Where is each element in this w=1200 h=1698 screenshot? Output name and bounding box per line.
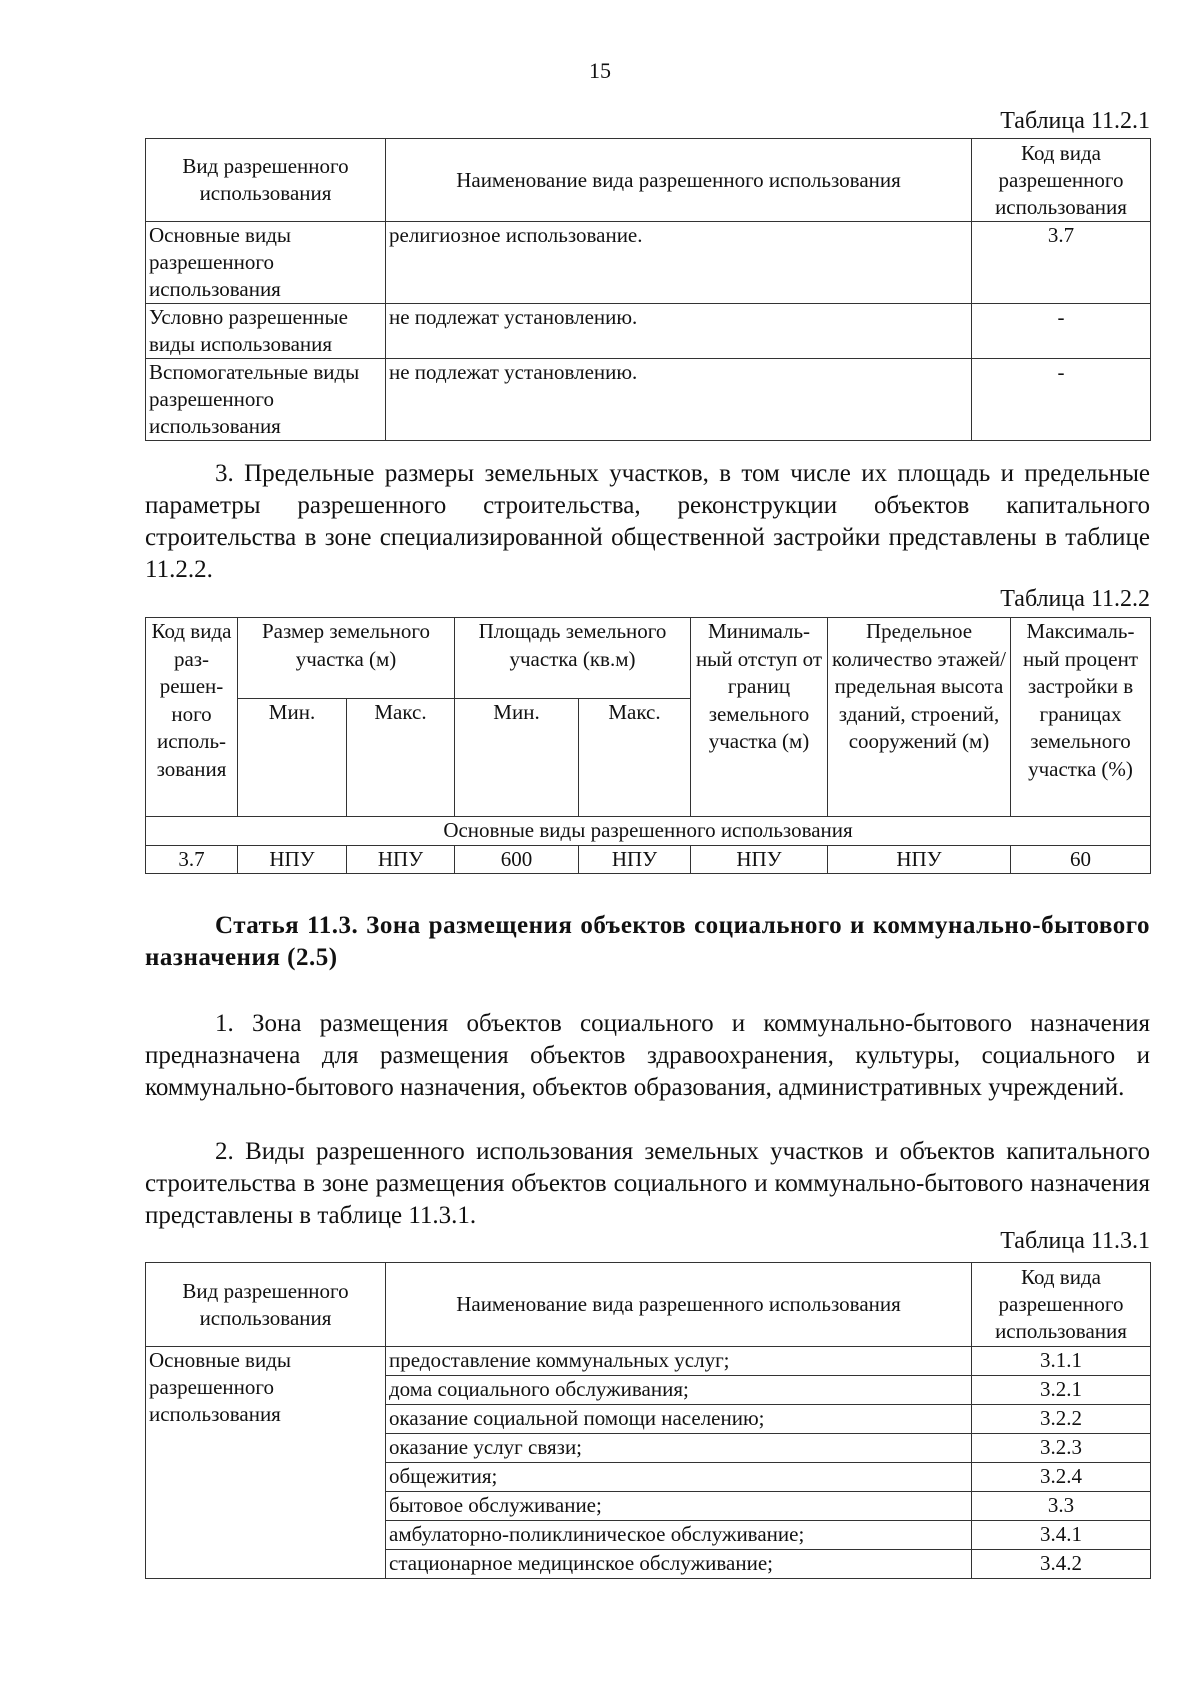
name-cell: дома социального обслуживания; bbox=[386, 1376, 972, 1405]
code-cell: - bbox=[972, 359, 1151, 441]
cell: 60 bbox=[1011, 845, 1151, 874]
kind-cell: Условно разрешенные виды использования bbox=[146, 304, 386, 359]
cell: 600 bbox=[455, 845, 579, 874]
name-cell: оказание социальной помощи населению; bbox=[386, 1405, 972, 1434]
code-cell: 3.2.4 bbox=[972, 1463, 1151, 1492]
name-cell: предоставление коммунальных услуг; bbox=[386, 1347, 972, 1376]
header-cell: Вид разрешенного использования bbox=[146, 1263, 386, 1347]
code-cell: - bbox=[972, 304, 1151, 359]
header-max: Макс. bbox=[579, 699, 691, 817]
code-cell: 3.7 bbox=[972, 222, 1151, 304]
header-percent: Максималь-ный процент застройки в границах земельного участка (%) bbox=[1011, 618, 1151, 817]
cell: НПУ bbox=[347, 845, 455, 874]
paragraph-1: 1. Зона размещения объектов социального и коммунально-бытового назначения предназначена для размещения объектов здравоохранения, культуры, социального и коммунально-бытового назначения, объектов образования, административных учреждений. bbox=[145, 1010, 1150, 1101]
table-caption: Таблица 11.3.1 bbox=[1000, 1228, 1150, 1254]
code-cell: 3.1.1 bbox=[972, 1347, 1151, 1376]
table-row bbox=[146, 1347, 1151, 1376]
kind-cell: Вспомогательные виды разрешенного использования bbox=[146, 359, 386, 441]
section-row: Основные виды разрешенного использования bbox=[146, 817, 1151, 846]
table-row bbox=[146, 222, 1151, 304]
table-11-2-1 bbox=[145, 138, 1151, 441]
header-cell: Код вида разрешенного использования bbox=[972, 1263, 1151, 1347]
article-heading: Статья 11.3. Зона размещения объектов социального и коммунально-бытового назначения (2.5) bbox=[145, 912, 1150, 971]
name-cell: религиозное использование. bbox=[386, 222, 972, 304]
header-min: Мин. bbox=[238, 699, 347, 817]
header-cell: Наименование вида разрешенного использования bbox=[386, 139, 972, 222]
header-area: Площадь земельного участка (кв.м) bbox=[455, 618, 691, 699]
header-size: Размер земельного участка (м) bbox=[238, 618, 455, 699]
table-caption: Таблица 11.2.1 bbox=[1000, 108, 1150, 134]
paragraph-2: 2. Виды разрешенного использования земельных участков и объектов капитального строительства в зоне размещения объектов социального и коммунально-бытового назначения представлены в таблице 11.3.1. bbox=[145, 1138, 1150, 1229]
name-cell: оказание услуг связи; bbox=[386, 1434, 972, 1463]
paragraph-3: 3. Предельные размеры земельных участков, в том числе их площадь и предельные параметры разрешенного строительства, реконструкции объектов капитального строительства в зоне специализированной общественной застройки представлены в таблице 11.2.2. bbox=[145, 460, 1150, 583]
name-cell: стационарное медицинское обслуживание; bbox=[386, 1550, 972, 1579]
header-max: Макс. bbox=[347, 699, 455, 817]
name-cell: общежития; bbox=[386, 1463, 972, 1492]
header-cell: Код вида разрешенного использования bbox=[972, 139, 1151, 222]
cell: НПУ bbox=[579, 845, 691, 874]
name-cell: амбулаторно-поликлиническое обслуживание; bbox=[386, 1521, 972, 1550]
kind-cell: Основные виды разрешенного использования bbox=[146, 222, 386, 304]
header-min: Мин. bbox=[455, 699, 579, 817]
name-cell: бытовое обслуживание; bbox=[386, 1492, 972, 1521]
header-code: Код вида раз-решен-ного исполь-зования bbox=[146, 618, 238, 817]
cell: НПУ bbox=[691, 845, 828, 874]
code-cell: 3.4.2 bbox=[972, 1550, 1151, 1579]
table-row bbox=[146, 845, 1151, 874]
cell: НПУ bbox=[828, 845, 1011, 874]
cell: НПУ bbox=[238, 845, 347, 874]
header-cell: Наименование вида разрешенного использования bbox=[386, 1263, 972, 1347]
code-cell: 3.4.1 bbox=[972, 1521, 1151, 1550]
name-cell: не подлежат установлению. bbox=[386, 359, 972, 441]
table-11-2-2 bbox=[145, 617, 1151, 874]
page-number: 15 bbox=[589, 58, 611, 83]
table-row bbox=[146, 304, 1151, 359]
code-cell: 3.3 bbox=[972, 1492, 1151, 1521]
kind-cell: Основные виды разрешенного использования bbox=[146, 1347, 386, 1579]
table-11-3-1 bbox=[145, 1262, 1151, 1579]
cell: 3.7 bbox=[146, 845, 238, 874]
name-cell: не подлежат установлению. bbox=[386, 304, 972, 359]
code-cell: 3.2.2 bbox=[972, 1405, 1151, 1434]
header-cell: Вид разрешенного использования bbox=[146, 139, 386, 222]
table-caption: Таблица 11.2.2 bbox=[1000, 586, 1150, 612]
code-cell: 3.2.3 bbox=[972, 1434, 1151, 1463]
code-cell: 3.2.1 bbox=[972, 1376, 1151, 1405]
table-row bbox=[146, 359, 1151, 441]
header-setback: Минималь-ный отступ от границ земельного участка (м) bbox=[691, 618, 828, 817]
header-floors: Предельное количество этажей/ предельная высота зданий, строений, сооружений (м) bbox=[828, 618, 1011, 817]
